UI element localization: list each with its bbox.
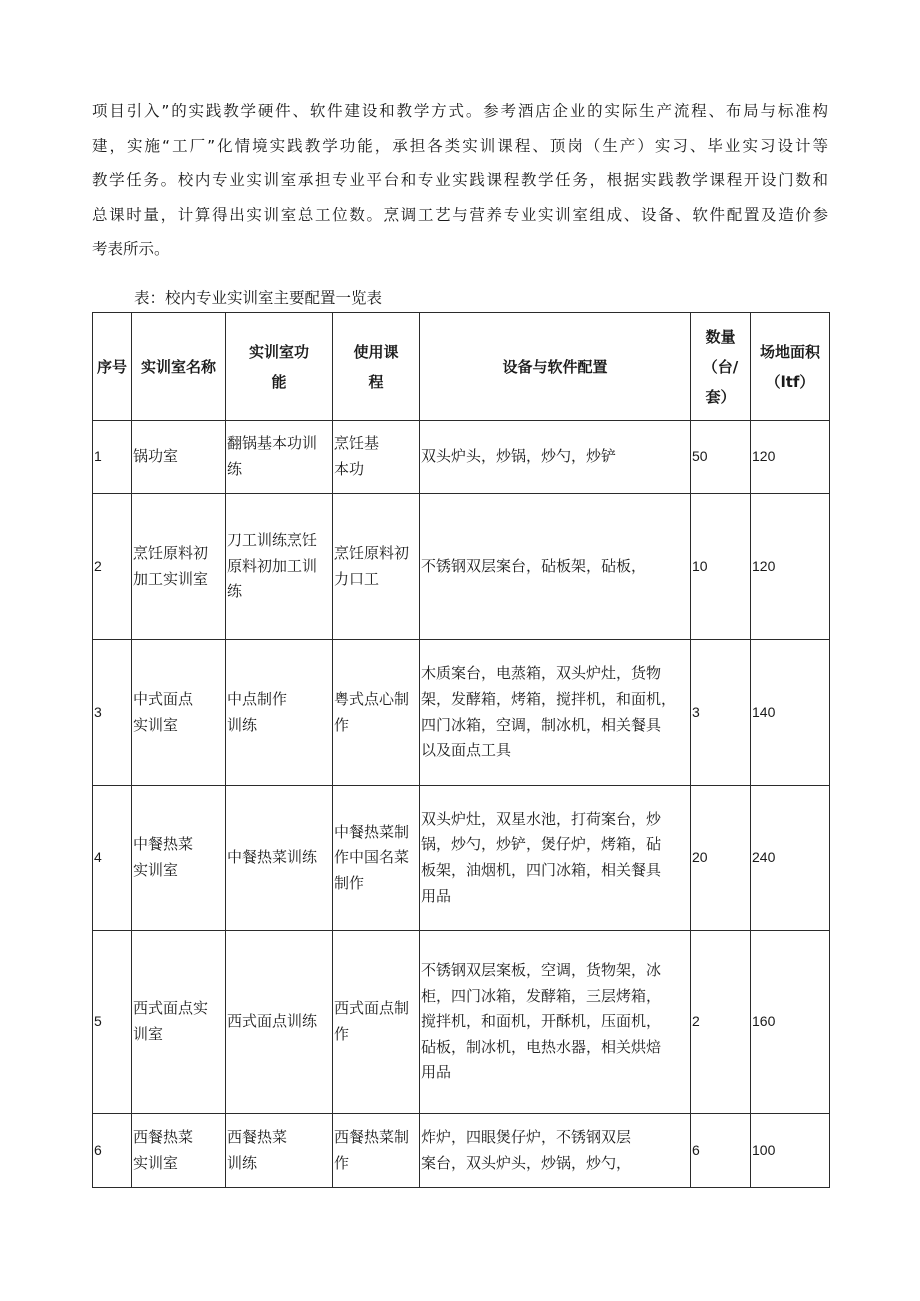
header-equipment: 设备与软件配置: [420, 313, 691, 421]
cell-function: [226, 494, 333, 640]
table-row: [93, 421, 830, 494]
cell-area: 240: [751, 786, 830, 931]
cell-line: 刀工训练烹饪: [227, 531, 318, 550]
cell-name: [132, 421, 226, 494]
cell-name: [132, 640, 226, 786]
intro-line: 考表所示。: [92, 240, 170, 259]
cell-quantity: 3: [691, 640, 751, 786]
cell-area: 140: [751, 640, 830, 786]
cell-line: 翻锅基本功训: [227, 434, 318, 453]
cell-line: 用品: [421, 886, 452, 905]
cell-no: 3: [93, 640, 132, 786]
header-quantity: [691, 313, 751, 421]
cell-line: 搅拌机，和面机，开酥机，压面机，: [421, 1012, 662, 1031]
intro-line: 项目引入”的实践教学硬件、软件建设和教学方式。参考酒店企业的实际生产流程、布局与标准构: [92, 102, 828, 120]
cell-line: 训室: [133, 1025, 164, 1043]
cell-line: 不锈钢双层案板，空调，货物架，冰: [421, 961, 662, 980]
cell-line: 加工实训室: [133, 569, 209, 588]
table-row: [93, 786, 830, 931]
intro-line: 教学任务。校内专业实训室承担专业平台和专业实践课程教学任务，根据实践教学课程开设门数和: [92, 171, 828, 190]
cell-line: 粤式点心制: [334, 689, 410, 708]
cell-line: 中餐热菜: [133, 835, 194, 854]
cell-name: [132, 931, 226, 1114]
cell-function: [226, 931, 333, 1114]
header-quantity-line: （台/: [702, 357, 739, 376]
cell-area: 120: [751, 421, 830, 494]
table-row: [93, 1114, 830, 1188]
cell-no: 1: [93, 421, 132, 494]
cell-line: 案台，双头炉头，炒锅，炒勺，: [421, 1153, 632, 1172]
header-function: [226, 313, 333, 421]
cell-line: 柜，四门冰箱，发酵箱，三层烤箱，: [421, 986, 662, 1005]
cell-line: 锅，炒勺，炒铲，煲仔炉，烤箱，砧: [421, 835, 662, 854]
cell-area: 120: [751, 494, 830, 640]
cell-line: 训练: [227, 715, 258, 734]
cell-equipment: [420, 786, 691, 931]
cell-line: 实训室: [133, 861, 179, 879]
cell-line: 四门冰箱，空调，制冰机，相关餐具: [421, 715, 662, 734]
cell-line: 西式面点训练: [227, 1012, 318, 1031]
cell-equipment: [420, 421, 691, 494]
cell-line: 西式面点实: [133, 999, 209, 1018]
header-function-line: 能: [271, 372, 287, 391]
cell-line: 西式面点制: [334, 999, 410, 1018]
cell-function: [226, 640, 333, 786]
cell-name: [132, 494, 226, 640]
header-course-line: 程: [368, 372, 384, 391]
header-area: [751, 313, 830, 421]
cell-line: 砧板，制冰机，电热水器，相关烘焙: [421, 1037, 662, 1056]
cell-course: [333, 786, 420, 931]
header-area-line: （ltf）: [765, 372, 815, 391]
cell-line: 炸炉，四眼煲仔炉，不锈钢双层: [421, 1127, 632, 1146]
cell-line: 制作: [334, 873, 365, 892]
cell-no: 6: [93, 1114, 132, 1188]
cell-line: 中式面点: [133, 689, 194, 708]
cell-course: [333, 421, 420, 494]
cell-line: 中餐热菜制: [334, 822, 410, 841]
cell-line: 训练: [227, 1153, 258, 1172]
cell-area: 100: [751, 1114, 830, 1188]
cell-line: 烹饪基: [334, 434, 380, 453]
cell-no: 2: [93, 494, 132, 640]
header-course: [333, 313, 420, 421]
cell-line: 用品: [421, 1063, 452, 1082]
cell-equipment: [420, 640, 691, 786]
cell-function: [226, 1114, 333, 1188]
cell-equipment: [420, 1114, 691, 1188]
cell-line: 锅功室: [133, 447, 179, 466]
cell-line: 作: [334, 1025, 350, 1043]
cell-course: [333, 494, 420, 640]
cell-line: 双头炉头，炒锅，炒勺，炒铲: [421, 447, 617, 466]
cell-line: 练: [227, 582, 243, 601]
cell-name: [132, 1114, 226, 1188]
cell-line: 双头炉灶，双星水池，打荷案台，炒: [421, 809, 662, 828]
header-quantity-line: 套）: [705, 387, 736, 406]
intro-paragraph: [92, 94, 828, 267]
cell-line: 烹饪原料初: [334, 543, 410, 562]
cell-line: 烹饪原料初: [133, 543, 209, 562]
cell-equipment: [420, 494, 691, 640]
cell-line: 不锈钢双层案台，砧板架，砧板，: [421, 556, 647, 575]
cell-line: 西餐热菜制: [334, 1127, 410, 1146]
cell-line: 板架，油烟机，四门冰箱，相关餐具: [421, 861, 662, 879]
cell-line: 作中国名菜: [334, 848, 410, 867]
cell-line: 作: [334, 715, 350, 734]
cell-course: [333, 1114, 420, 1188]
header-name: 实训室名称: [132, 313, 226, 421]
header-quantity-line: 数量: [705, 327, 736, 346]
cell-function: [226, 786, 333, 931]
cell-quantity: 10: [691, 494, 751, 640]
cell-line: 西餐热菜: [133, 1127, 194, 1146]
cell-line: 实训室: [133, 715, 179, 734]
table-caption: 表：校内专业实训室主要配置一览表: [134, 289, 383, 307]
cell-quantity: 50: [691, 421, 751, 494]
cell-no: 5: [93, 931, 132, 1114]
cell-quantity: 2: [691, 931, 751, 1114]
cell-line: 木质案台，电蒸箱，双头炉灶，货物: [421, 664, 662, 683]
cell-function: [226, 421, 333, 494]
cell-line: 实训室: [133, 1153, 179, 1172]
cell-line: 练: [227, 460, 243, 478]
cell-line: 本功: [334, 460, 365, 478]
intro-line: 建，实施“工厂”化情境实践教学功能，承担各类实训课程、顶岗（生产）实习、毕业实习设计等: [92, 136, 828, 155]
cell-line: 力口工: [334, 569, 380, 588]
table-header-row: [93, 313, 830, 421]
cell-name: [132, 786, 226, 931]
header-no: 序号: [93, 313, 132, 421]
cell-line: 原料初加工训: [227, 556, 318, 575]
cell-line: 中点制作: [227, 689, 288, 708]
cell-quantity: 6: [691, 1114, 751, 1188]
table-row: [93, 494, 830, 640]
cell-equipment: [420, 931, 691, 1114]
header-area-line: 场地面积: [759, 342, 820, 361]
header-function-line: 实训室功: [248, 342, 309, 361]
cell-line: 作: [334, 1153, 350, 1172]
cell-course: [333, 931, 420, 1114]
table-row: [93, 931, 830, 1114]
cell-line: 中餐热菜训练: [227, 848, 318, 867]
cell-line: 西餐热菜: [227, 1127, 288, 1146]
cell-quantity: 20: [691, 786, 751, 931]
cell-no: 4: [93, 786, 132, 931]
cell-line: 架，发酵箱，烤箱，搅拌机，和面机，: [421, 689, 677, 708]
cell-line: 以及面点工具: [421, 741, 512, 760]
cell-area: 160: [751, 931, 830, 1114]
table-row: [93, 640, 830, 786]
cell-course: [333, 640, 420, 786]
intro-line: 总课时量，计算得出实训室总工位数。烹调工艺与营养专业实训室组成、设备、软件配置及造价参: [92, 205, 828, 224]
header-course-line: 使用课: [353, 342, 399, 361]
lab-config-table: [92, 312, 830, 1188]
